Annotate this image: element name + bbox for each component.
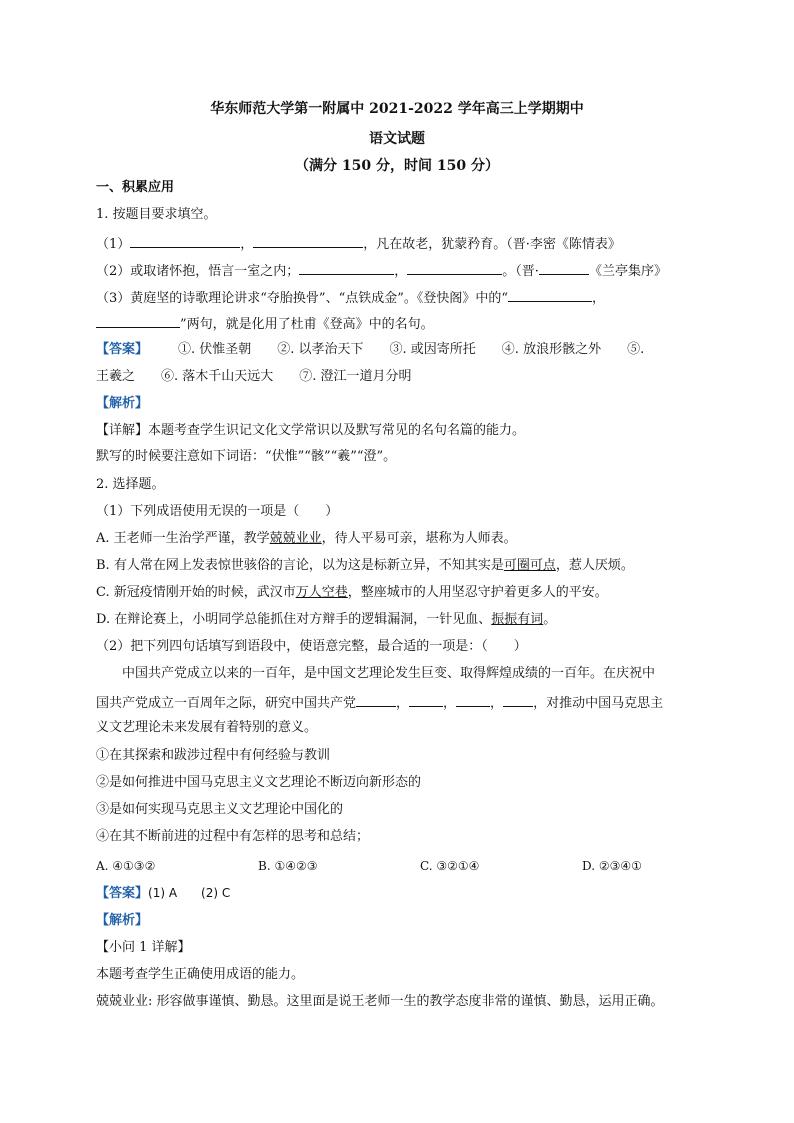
q1-detail: [96, 423, 525, 439]
choice-d: D. ②③④①: [582, 859, 642, 873]
passage-text: 国共产党成立一百周年之际，研究中国共产党: [96, 696, 357, 711]
sentence-item: ②是如何推进中国马克思主义文艺理论不断迈向新形态的: [96, 775, 422, 790]
question-2-sub2: （2）把下列四句话填写到语段中，使语意完整，最合适的一项是：（ ）: [96, 639, 527, 654]
detail-label: 【详解】: [96, 423, 149, 438]
exam-title: 华东师范大学第一附属中 2021-2022 学年高三上学期期中: [210, 101, 584, 117]
option-text: ，待人平易可亲，堪称为人师表。: [321, 531, 517, 546]
answer-blank[interactable]: [503, 693, 533, 707]
answer-label: 【答案】: [96, 886, 149, 901]
question-1-sub3: [96, 288, 605, 307]
q1-answer-cont: 王羲之 ⑥. 落木千山天远大 ⑦. 澄江一道月分明: [96, 369, 412, 384]
option-text: A. 王老师一生治学严谨，教学: [96, 531, 270, 546]
underlined-idiom: 兢兢业业: [269, 531, 322, 546]
option-text: ，整座城市的人用坚忍守护着更多人的平安。: [347, 585, 608, 600]
q1-s2-sep: ，: [394, 264, 408, 279]
passage-text: ，: [443, 696, 457, 711]
underlined-idiom: 振振有词: [491, 612, 544, 627]
option-text: B. 有人常在网上发表惊世骇俗的言论，以为这是标新立异，不知其实是: [96, 558, 504, 573]
q1-note: 默写的时候要注意如下词语：“伏惟”“骸”“羲”“澄”。: [96, 449, 397, 464]
analysis-label: 【解析】: [96, 913, 149, 928]
passage-line-1: 中国共产党成立以来的一百年，是中国文艺理论发生巨变、取得辉煌成绩的一百年。在庆祝中: [122, 666, 656, 681]
question-1-sub1: [96, 234, 621, 253]
q1-s3-line2-end: ”两句，就是化用了杜甫《登高》中的名句。: [180, 317, 434, 332]
answer-blank[interactable]: [508, 288, 592, 302]
answer-blank[interactable]: [299, 261, 394, 275]
sentence-item: ③是如何实现马克思主义文艺理论中国化的: [96, 802, 344, 817]
answer-label: 【答案】: [96, 342, 149, 357]
answer-blank[interactable]: [356, 693, 396, 707]
choice-c: C. ③②①④: [420, 859, 480, 873]
answer-blank[interactable]: [456, 693, 490, 707]
explanation-line: 本题考查学生正确使用成语的能力。: [96, 967, 305, 982]
analysis-label: 【解析】: [96, 396, 149, 411]
answer-blank[interactable]: [96, 314, 180, 328]
passage-text: ，: [490, 696, 504, 711]
question-1-sub3-cont: [96, 314, 434, 333]
section-heading: 一、积累应用: [96, 180, 175, 195]
q1-s1-sep: ，: [240, 237, 254, 252]
answer-blank[interactable]: [407, 261, 502, 275]
passage-text: ，对推动中国马克思主: [533, 696, 664, 711]
underlined-idiom: 万人空巷: [295, 585, 348, 600]
q1-s3-line1-end: ，: [592, 291, 606, 306]
choice-a: A. ④①③②: [96, 859, 156, 873]
answer-blank[interactable]: [130, 234, 240, 248]
option-text: D. 在辩论赛上，小明同学总能抓住对方辩手的逻辑漏洞，一针见血、: [96, 612, 492, 627]
detail-text: 本题考查学生识记文化文学常识以及默写常见的名句名篇的能力。: [148, 423, 526, 438]
q1-s2-mid: 。（晋·: [502, 264, 539, 279]
underlined-idiom: 可圈可点: [503, 558, 556, 573]
sentence-item: ①在其探索和跋涉过程中有何经验与教训: [96, 748, 331, 763]
passage-text: ，: [396, 696, 410, 711]
sub-question-label: 【小问 1 详解】: [96, 940, 191, 955]
option-text: ，惹人厌烦。: [555, 558, 634, 573]
question-2-sub1: （1）下列成语使用无误的一项是（ ）: [96, 504, 339, 519]
question-1-sub2: [96, 261, 667, 280]
answer-blank[interactable]: [253, 234, 363, 248]
q1-s2-suffix: 《兰亭集序》: [588, 264, 667, 279]
sentence-item: ④在其不断前进的过程中有怎样的思考和总结；: [96, 829, 370, 844]
q1-s1-suffix: ，凡在故老，犹蒙矜育。（晋·李密《陈情表》: [363, 237, 621, 252]
explanation-line: 兢兢业业: 形容做事谨慎、勤恳。这里面是说王老师一生的教学态度非常的谨慎、勤恳，运用正确。: [96, 994, 664, 1009]
q1-s2-prefix: （2）或取诸怀抱，悟言一室之内；: [96, 264, 300, 279]
exam-meta: （满分 150 分，时间 150 分）: [295, 158, 499, 174]
passage-line-3: 义文艺理论未来发展有着特别的意义。: [96, 720, 318, 735]
answer-blank[interactable]: [539, 261, 589, 275]
option-c: [96, 585, 608, 601]
question-2-stem: 2. 选择题。: [96, 477, 165, 492]
question-1-stem: 1. 按题目要求填空。: [96, 207, 217, 222]
exam-subject: 语文试题: [369, 131, 425, 147]
q1-answer: [96, 342, 644, 358]
answer-text: ①. 伏惟圣朝 ②. 以孝治天下 ③. 或因寄所托 ④. 放浪形骸之外 ⑤.: [178, 342, 645, 357]
q1-s3-line1: （3）黄庭坚的诗歌理论讲求“夺胎换骨”、“点铁成金”。《登快阁》中的“: [96, 291, 509, 306]
choice-b: B. ①④②③: [258, 859, 318, 873]
q2-answer: [96, 885, 230, 902]
answer-blank[interactable]: [409, 693, 443, 707]
q1-s1-prefix: （1）: [96, 237, 131, 252]
option-a: [96, 531, 517, 547]
option-text: C. 新冠疫情刚开始的时候，武汉市: [96, 585, 296, 600]
passage-line-2: [96, 693, 663, 712]
option-text: 。: [543, 612, 557, 627]
option-b: [96, 558, 634, 574]
answer-text: (1) A (2) C: [148, 886, 231, 900]
option-d: [96, 612, 556, 628]
